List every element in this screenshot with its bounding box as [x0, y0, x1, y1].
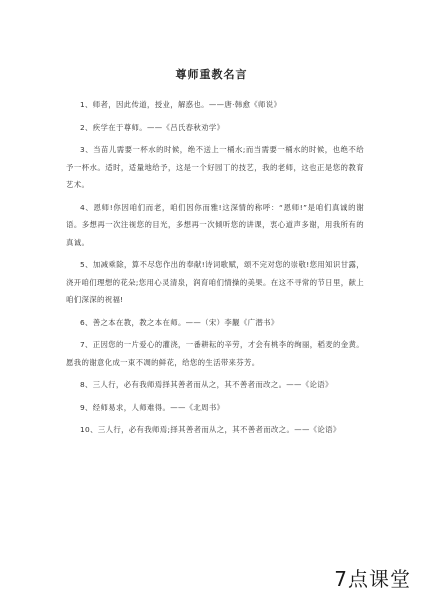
site-watermark: 7点课堂: [334, 567, 411, 591]
quote-list: [66, 96, 364, 444]
quote-item: 5、加减乘除，算不尽您作出的奉献!诗词歌赋，颂不完对您的崇敬!您用知识甘露，浇开咱们理想的花朵;您用心灵清泉，润育咱们情操的美果。在这不寻常的节日里，献上咱们深深的祝福!: [66, 260, 364, 304]
quote-item: 4、恩师!你因咱们而老，咱们因你而雅!这深情的称呼：“恩师!”是咱们真诚的谢语。多想再一次注视您的目光，多想再一次倾听您的讲课，衷心道声多谢，用我所有的真诚。: [66, 202, 364, 247]
quote-item: 9、经师易求，人师难得。——《北周书》: [80, 402, 225, 412]
quote-item: 7、正因您的一片爱心的灌浇，一番耕耘的辛劳，才会有桃李的绚丽，稻麦的金黄。愿我的谢意化成一束不凋的鲜花，给您的生活带来芬芳。: [66, 340, 364, 367]
quote-item: 2、疾学在于尊师。——《吕氏春秋劝学》: [80, 122, 225, 132]
quote-item: 8、三人行，必有我师焉择其善者而从之，其不善者而改之。——《论语》: [80, 380, 333, 389]
document-title: 尊师重教名言: [175, 68, 248, 81]
quote-item: 3、当苗儿需要一杯水的时候，绝不送上一桶水;而当需要一桶水的时候，也绝不给予一杯水。适时，适量地给予，这是一个好园丁的技艺，我的老师，这也正是您的教育艺术。: [66, 145, 364, 189]
quote-item: 10、三人行，必有我师焉;择其善者而从之，其不善者而改之。——《论语》: [80, 425, 341, 434]
quote-item: 6、善之本在教，教之本在师。——（宋）李觏《广潜书》: [80, 317, 279, 327]
quote-item: 1、师者，因此传道，授业，解惑也。——唐·韩愈《师说》: [80, 100, 282, 109]
